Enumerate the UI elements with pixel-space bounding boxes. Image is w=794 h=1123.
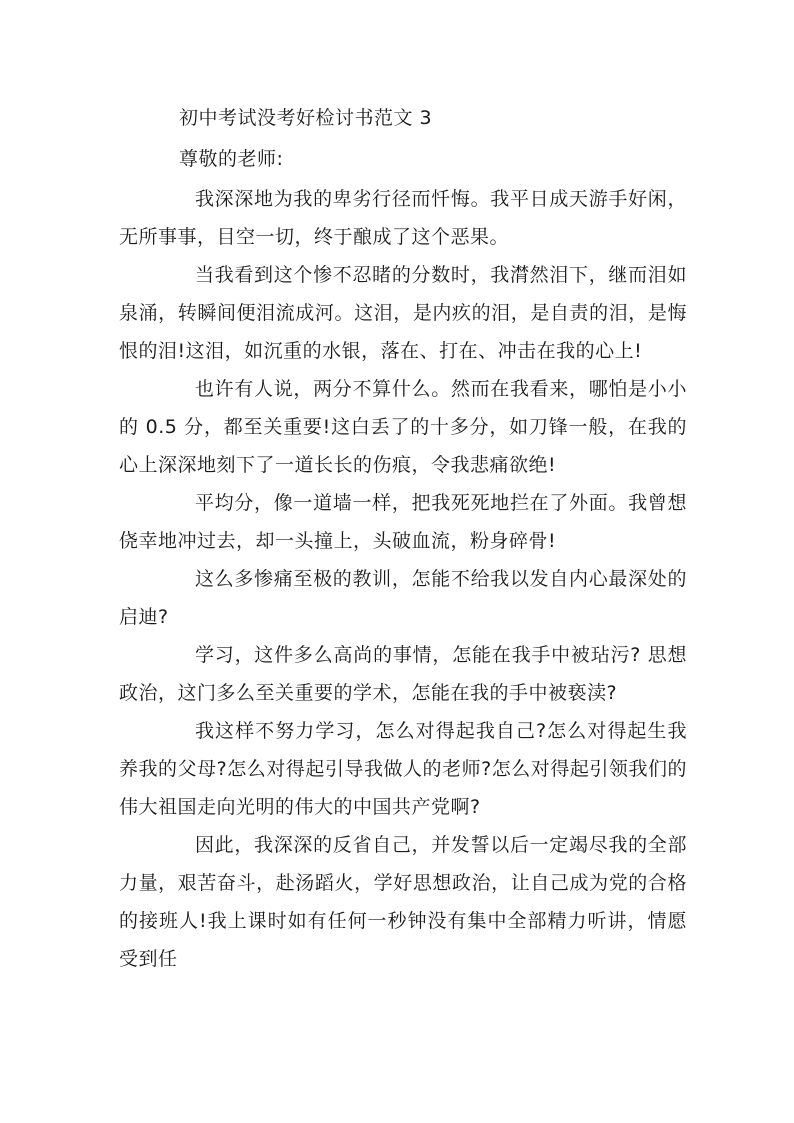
paragraph: 学习，这件多么高尚的事情，怎能在我手中被玷污? 思想政治，这门多么至关重要的学术，怎能在我的手中被亵渎? (119, 644, 687, 704)
paragraph: 我这样不努力学习，怎么对得起我自己?怎么对得起生我养我的父母?怎么对得起引导我做人的老师?怎么对得起引领我们的伟大祖国走向光明的伟大的中国共产党啊? (119, 720, 687, 818)
salutation: 尊敬的老师: (179, 148, 284, 170)
document-body (119, 180, 687, 978)
paragraph: 平均分，像一道墙一样，把我死死地拦在了外面。我曾想侥幸地冲过去，却一头撞上，头破血流，粉身碎骨! (119, 492, 687, 552)
paragraph: 我深深地为我的卑劣行径而忏悔。我平日成天游手好闲，无所事事，目空一切，终于酿成了这个恶果。 (119, 188, 687, 248)
paragraph: 因此，我深深的反省自己，并发誓以后一定竭尽我的全部力量，艰苦奋斗，赴汤蹈火，学好思想政治，让自己成为党的合格的接班人!我上课时如有任何一秒钟没有集中全部精力听讲，情愿受到任 (119, 834, 687, 970)
paragraph: 也许有人说，两分不算什么。然而在我看来，哪怕是小小的 0.5 分，都至关重要!这白丢了的十多分，如刀锋一般，在我的心上深深地刻下了一道长长的伤痕，令我悲痛欲绝! (119, 378, 687, 476)
document-title: 初中考试没考好检讨书范文 3 (179, 107, 433, 129)
paragraph: 当我看到这个惨不忍睹的分数时，我潸然泪下，继而泪如泉涌，转瞬间便泪流成河。这泪，是内疚的泪，是自责的泪，是悔恨的泪!这泪，如沉重的水银，落在、打在、冲击在我的心上! (119, 264, 687, 362)
paragraph: 这么多惨痛至极的教训，怎能不给我以发自内心最深处的启迪? (119, 568, 687, 628)
